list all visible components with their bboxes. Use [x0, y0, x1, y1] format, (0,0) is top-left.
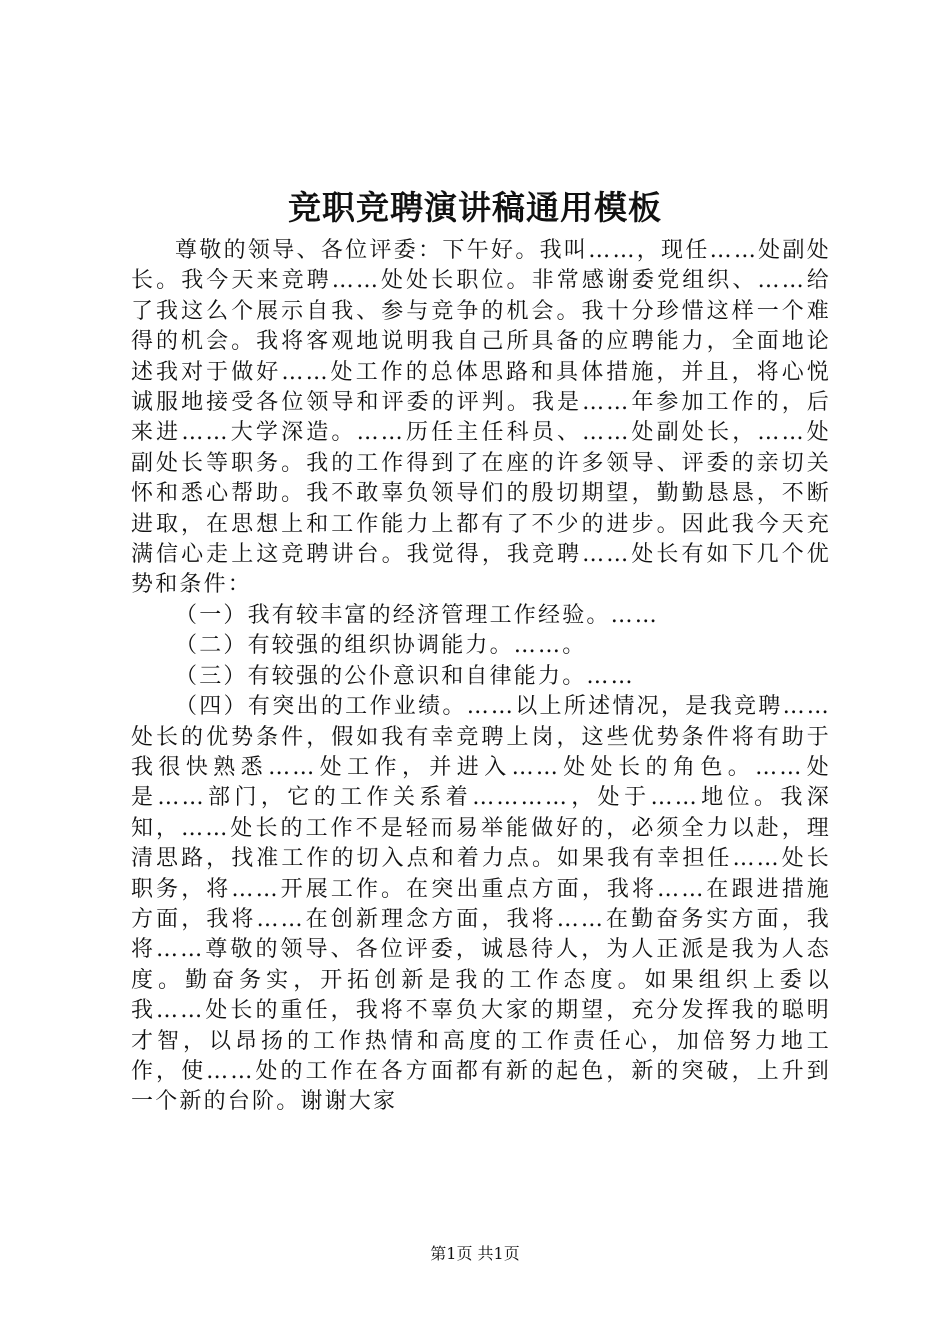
paragraph-point-3: （三）有较强的公仆意识和自律能力。…… [175, 663, 635, 689]
document-title: 竞职竞聘演讲稿通用模板 [288, 188, 662, 227]
paragraph-point-2: （二）有较强的组织协调能力。……。 [175, 633, 587, 659]
paragraph-point-1: （一）我有较丰富的经济管理工作经验。…… [175, 602, 660, 628]
paragraph-intro: 尊敬的领导、各位评委：下午好。我叫……，现任……处副处长。我今天来竞聘……处处长职位。非常感谢委党组织、……给了我这么个展示自我、参与竞争的机会。我十分珍惜这样一个难得的机会。我将客观地说明我自己所具备的应聘能力，全面地论述我对于做好……处工作的总体思路和具体措施，并且，将心悦诚服地接受各位领导和评委的评判。我是……年参加工作的，后来进……大学深造。……历任主任科员、……处副处长，……处副处长等职务。我的工作得到了在座的许多领导、评委的亲切关怀和悉心帮助。我不敢辜负领导们的殷切期望，勤勤恳恳，不断进取，在思想上和工作能力上都有了不少的进步。因此我今天充满信心走上这竞聘讲台。我觉得，我竞聘……处长有如下几个优势和条件： [131, 238, 831, 598]
paragraph-point-4: （四）有突出的工作业绩。……以上所述情况，是我竞聘……处长的优势条件，假如我有幸竞聘上岗，这些优势条件将有助于我很快熟悉……处工作，并进入……处处长的角色。……处是……部门，它的工作关系着…………，处于……地位。我深知，……处长的工作不是轻而易举能做好的，必须全力以赴，理清思路，找准工作的切入点和着力点。如果我有幸担任……处长职务，将……开展工作。在突出重点方面，我将……在跟进措施方面，我将……在创新理念方面，我将……在勤奋务实方面，我将……尊敬的领导、各位评委，诚恳待人，为人正派是我为人态度。勤奋务实，开拓创新是我的工作态度。如果组织上委以我……处长的重任，我将不辜负大家的期望，充分发挥我的聪明才智，以昂扬的工作热情和高度的工作责任心，加倍努力地工作，使……处的工作在各方面都有新的起色，新的突破，上升到一个新的台阶。谢谢大家 [131, 694, 831, 1115]
page-number-footer: 第1页 共1页 [430, 1244, 520, 1263]
document-body [131, 236, 831, 1118]
